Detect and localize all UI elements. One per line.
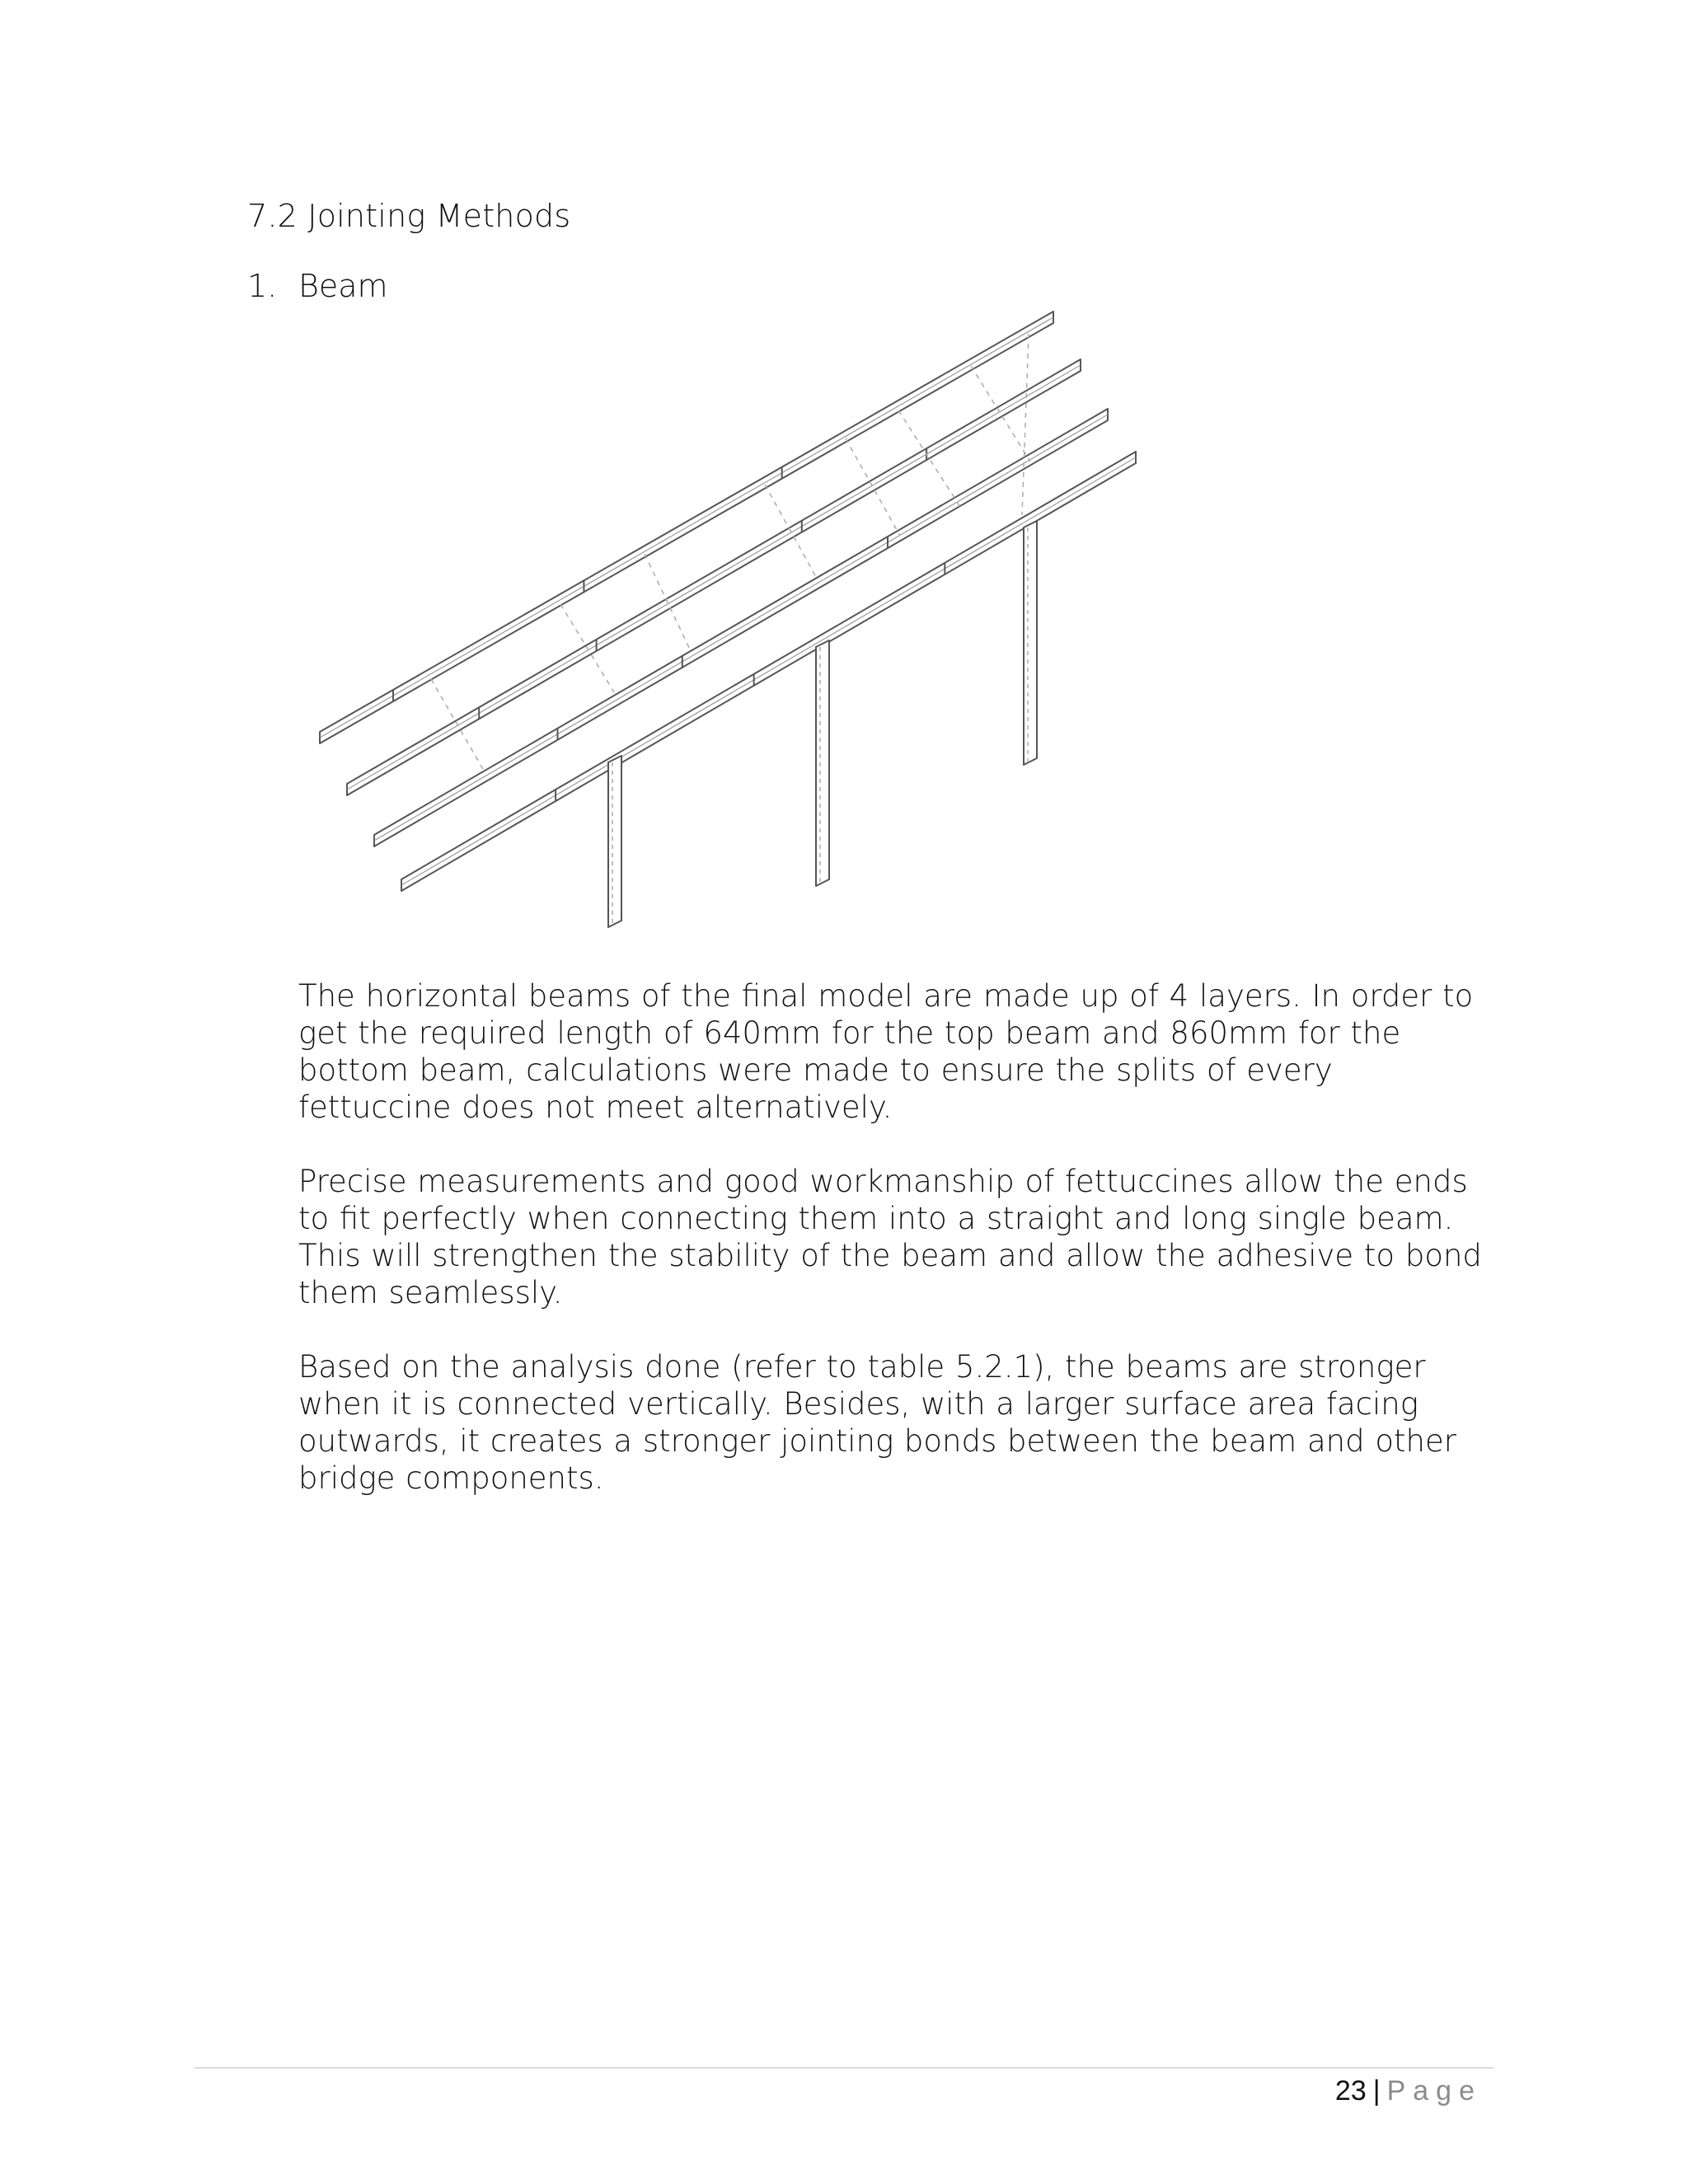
dashed-guide-3 bbox=[645, 554, 691, 651]
page-footer bbox=[1335, 2075, 1482, 2107]
beam-drawing-icon bbox=[320, 312, 1136, 927]
list-number: 1. bbox=[247, 268, 278, 304]
dashed-guide-1 bbox=[431, 679, 484, 771]
beam-edge-1 bbox=[320, 317, 1053, 738]
beam-isometric-figure bbox=[305, 305, 1146, 931]
section-heading: 7.2 Jointing Methods bbox=[247, 198, 571, 234]
list-item-beam bbox=[247, 268, 388, 304]
beam-edge-3 bbox=[374, 415, 1108, 841]
list-label: Beam bbox=[298, 268, 388, 304]
paragraph-1: The horizontal beams of the final model are made up of 4 layers. In order to get the required length of 640mm for the top beam and 860mm for the bottom beam, calculations were made to ensure the splits of every fettuccine does not meet alternatively. bbox=[298, 978, 1474, 1125]
dashed-guide-7 bbox=[765, 485, 816, 577]
beam-edge-2 bbox=[347, 365, 1081, 790]
post-3 bbox=[1024, 521, 1037, 765]
dashed-guide-6 bbox=[1022, 334, 1029, 515]
body-text bbox=[298, 977, 1493, 1534]
paragraph-3: Based on the analysis done (refer to table 5.2.1), the beams are stronger when it is connected vertically. Besides, with a larger surface area facing outwards, it creates a stronger jointing bonds between the beam and other bridge components. bbox=[298, 1349, 1456, 1496]
footer-separator: | bbox=[1372, 2075, 1381, 2107]
dashed-guide-2 bbox=[560, 604, 614, 692]
post-2 bbox=[816, 640, 829, 886]
footer-divider bbox=[195, 2067, 1493, 2069]
page-number: 23 bbox=[1334, 2075, 1367, 2107]
paragraph-2: Precise measurements and good workmanship of fettuccines allow the ends to fit perfectly when connecting them into a straight and long single beam. This will strengthen the stability of the beam and allow the adhesive to bond them seamlessly. bbox=[298, 1164, 1482, 1310]
page-label: Page bbox=[1386, 2075, 1482, 2107]
post-1 bbox=[608, 756, 621, 927]
